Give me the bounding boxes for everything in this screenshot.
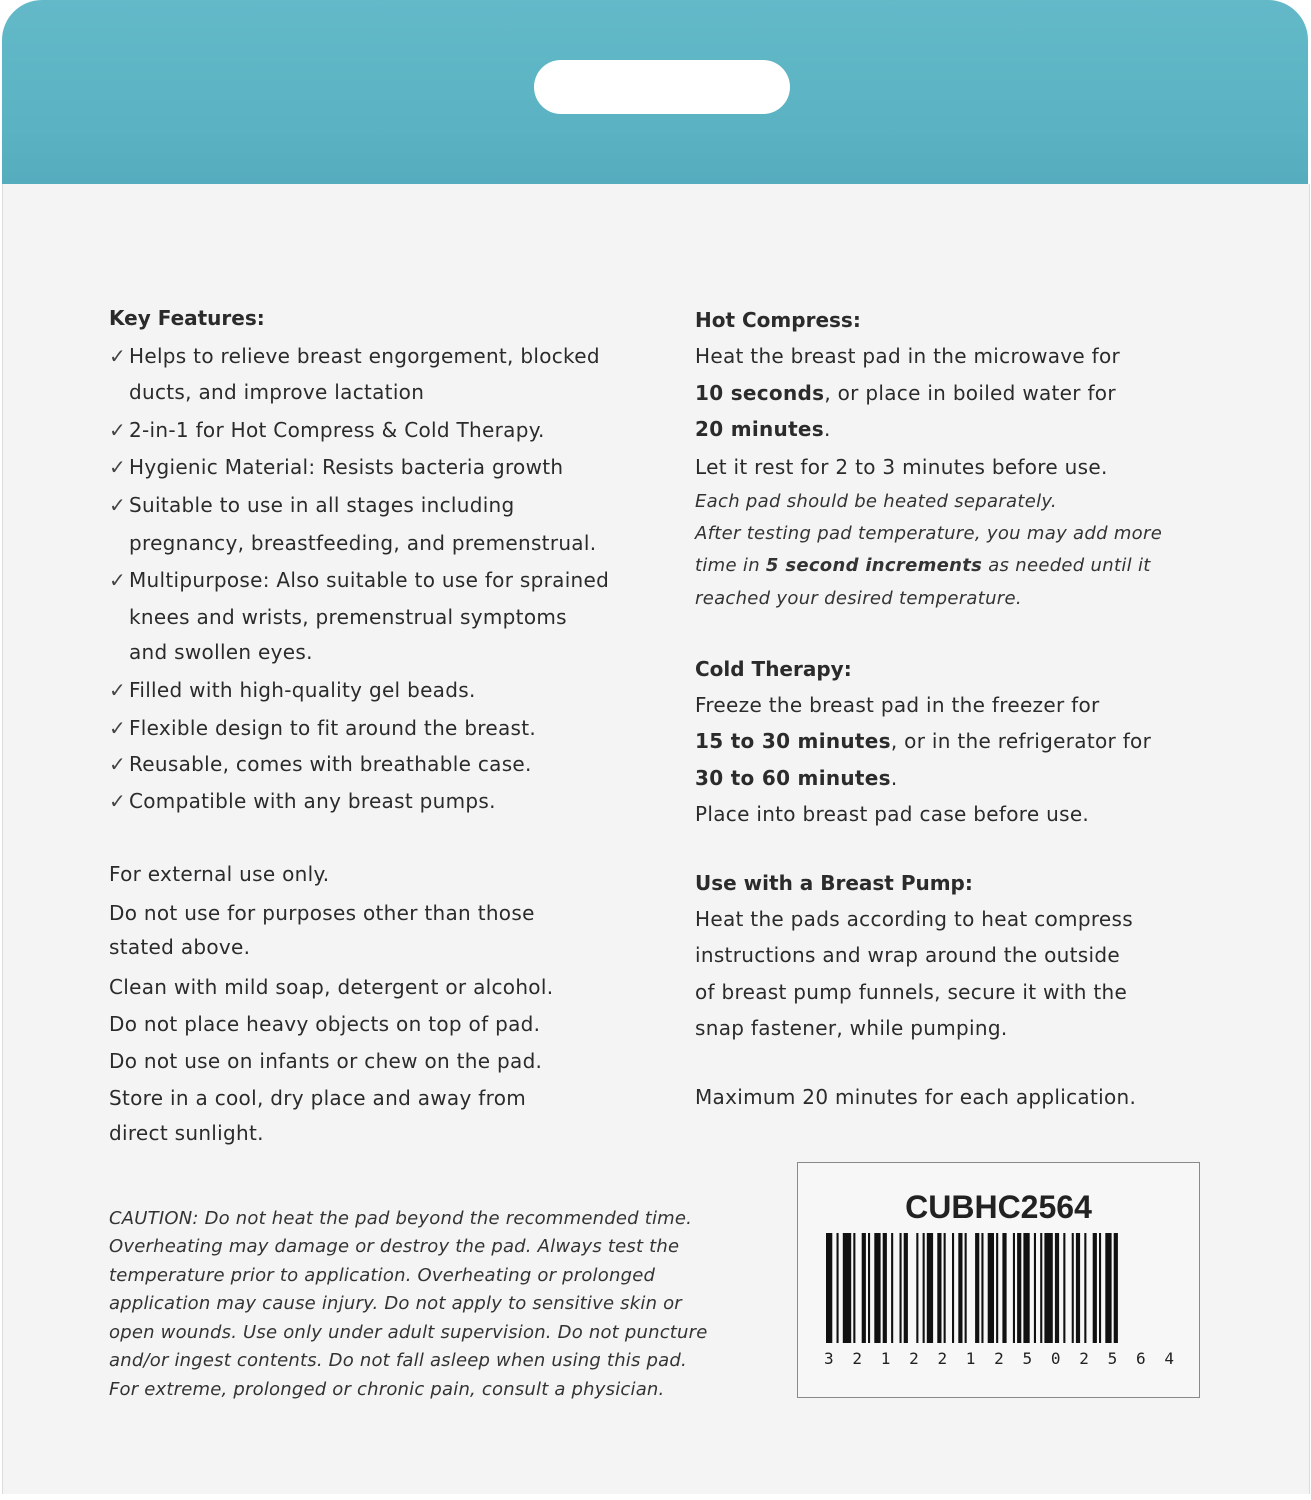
barcode-bar [937,1233,941,1343]
cold-therapy-line: Freeze the breast pad in the freezer for [695,693,1100,717]
caution-line: application may cause injury. Do not apply to sensitive skin or [109,1293,682,1314]
barcode-bar [837,1233,839,1343]
feature-item-cont: and swollen eyes. [129,640,313,664]
barcode-digit: 5 [1107,1349,1118,1368]
barcode-bar [965,1233,967,1343]
barcode-bar [975,1233,979,1343]
feature-item: ✓ Suitable to use in all stages including [109,493,515,517]
hot-compress-note: reached your desired temperature. [695,588,1022,609]
usage-note: Clean with mild soap, detergent or alcohol. [109,975,554,999]
feature-item: ✓ Helps to relieve breast engorgement, blocked [109,344,600,368]
breast-pump-line: snap fastener, while pumping. [695,1016,1008,1040]
barcode-bar [1105,1233,1111,1343]
max-application-note: Maximum 20 minutes for each application. [695,1085,1137,1109]
cold-therapy-line: 30 to 60 minutes. [695,766,898,790]
check-icon: ✓ [109,752,127,776]
breast-pump-title: Use with a Breast Pump: [695,871,973,895]
usage-note: stated above. [109,935,251,959]
key-features-title: Key Features: [109,306,265,330]
barcode-bar [891,1233,893,1343]
barcode-bar [981,1233,983,1343]
barcode-bar [923,1233,925,1343]
hot-compress-title: Hot Compress: [695,308,861,332]
feature-item-cont: knees and wrists, premenstrual symptoms [129,605,567,629]
barcode-digit: 4 [1164,1349,1174,1368]
sku-code: CUBHC2564 [905,1189,1092,1225]
caution-line: and/or ingest contents. Do not fall asleep when using this pad. [109,1350,687,1371]
barcode-bar [1013,1233,1015,1343]
barcode-digit: 0 [1050,1349,1061,1368]
check-icon: ✓ [109,716,127,740]
barcode-bar [958,1233,962,1343]
feature-item: ✓ Reusable, comes with breathable case. [109,752,532,776]
barcode-bar [1072,1233,1074,1343]
caution-line: CAUTION: Do not heat the pad beyond the recommended time. [109,1208,693,1229]
barcode-bar [916,1233,918,1343]
caution-line: open wounds. Use only under adult supervision. Do not puncture [109,1322,708,1343]
usage-note: Do not use on infants or chew on the pad. [109,1049,543,1073]
hot-compress-line: 10 seconds, or place in boiled water for [695,381,1116,405]
barcode-label [797,1162,1200,1398]
barcode-bar [1044,1233,1052,1343]
cold-therapy-line: Place into breast pad case before use. [695,802,1090,826]
usage-note: Do not use for purposes other than those [109,901,535,925]
usage-note: direct sunlight. [109,1121,264,1145]
breast-pump-line: instructions and wrap around the outside [695,943,1120,967]
barcode-bar [883,1233,887,1343]
barcode-bar [1055,1233,1059,1343]
barcode-bar [988,1233,994,1343]
caution-line: Overheating may damage or destroy the pad. Always test the [109,1236,680,1257]
feature-item: ✓ Filled with high-quality gel beads. [109,678,476,702]
barcode-digit: 2 [909,1349,919,1368]
barcode-bar [1017,1233,1021,1343]
hot-compress-line: Let it rest for 2 to 3 minutes before use. [695,455,1108,479]
check-icon: ✓ [109,568,127,592]
breast-pump-line: of breast pump funnels, secure it with the [695,980,1128,1004]
caution-line: temperature prior to application. Overheating or prolonged [109,1265,656,1286]
check-icon: ✓ [109,789,127,813]
check-icon: ✓ [109,344,127,368]
barcode-bar [996,1233,998,1343]
barcode-bar [1084,1233,1086,1343]
hang-hole [534,60,790,114]
check-icon: ✓ [109,455,127,479]
barcode-bar [1114,1233,1118,1343]
barcode-digit: 2 [937,1349,948,1368]
barcode-bar [1040,1233,1042,1343]
feature-item: ✓ Compatible with any breast pumps. [109,789,496,813]
barcode-bar [1023,1233,1029,1343]
barcode-bar [1034,1233,1036,1343]
barcode-digit: 1 [880,1349,891,1368]
barcode-icon [826,1233,1172,1343]
barcode-digit: 2 [852,1349,862,1368]
barcode-bar [944,1233,946,1343]
barcode-bar [952,1233,954,1343]
barcode-bar [1002,1233,1006,1343]
barcode-bar [927,1233,933,1343]
usage-note: Do not place heavy objects on top of pad. [109,1012,541,1036]
hot-compress-line: 20 minutes. [695,417,831,441]
check-icon: ✓ [109,418,127,442]
barcode-bar [853,1233,855,1343]
cold-therapy-line: 15 to 30 minutes, or in the refrigerator for [695,729,1152,753]
cold-therapy-title: Cold Therapy: [695,657,852,681]
barcode-digit: 1 [965,1349,976,1368]
check-icon: ✓ [109,493,127,517]
usage-note: Store in a cool, dry place and away from [109,1086,527,1110]
feature-item: ✓ 2-in-1 for Hot Compress & Cold Therapy. [109,418,545,442]
barcode-digits [824,1349,1174,1368]
barcode-bar [826,1233,832,1343]
barcode-bar [1063,1233,1065,1343]
caution-line: For extreme, prolonged or chronic pain, consult a physician. [109,1379,665,1400]
barcode-bar [874,1233,880,1343]
barcode-digit: 2 [994,1349,1004,1368]
barcode-bar [900,1233,902,1343]
barcode-bar [904,1233,908,1343]
barcode-digit: 5 [1022,1349,1033,1368]
barcode-bar [1076,1233,1080,1343]
feature-item-cont: ducts, and improve lactation [129,380,425,404]
usage-note: For external use only. [109,862,330,886]
hot-compress-note: time in 5 second increments as needed until it [695,555,1151,576]
barcode-bar [843,1233,851,1343]
hot-compress-note: After testing pad temperature, you may add more [695,523,1163,544]
hot-compress-line: Heat the breast pad in the microwave for [695,344,1121,368]
feature-item-cont: pregnancy, breastfeeding, and premenstrual. [129,531,597,555]
barcode-digit: 3 [824,1349,834,1368]
feature-item: ✓ Hygienic Material: Resists bacteria growth [109,455,564,479]
barcode-bar [1099,1233,1101,1343]
barcode-bar [1093,1233,1097,1343]
barcode-bar [868,1233,870,1343]
barcode-digit: 2 [1079,1349,1089,1368]
hot-compress-note: Each pad should be heated separately. [695,491,1057,512]
barcode-bar [862,1233,866,1343]
check-icon: ✓ [109,678,127,702]
feature-item: ✓ Flexible design to fit around the breast. [109,716,537,740]
feature-item: ✓ Multipurpose: Also suitable to use for sprained [109,568,610,592]
breast-pump-line: Heat the pads according to heat compress [695,907,1133,931]
barcode-digit: 6 [1135,1349,1146,1368]
